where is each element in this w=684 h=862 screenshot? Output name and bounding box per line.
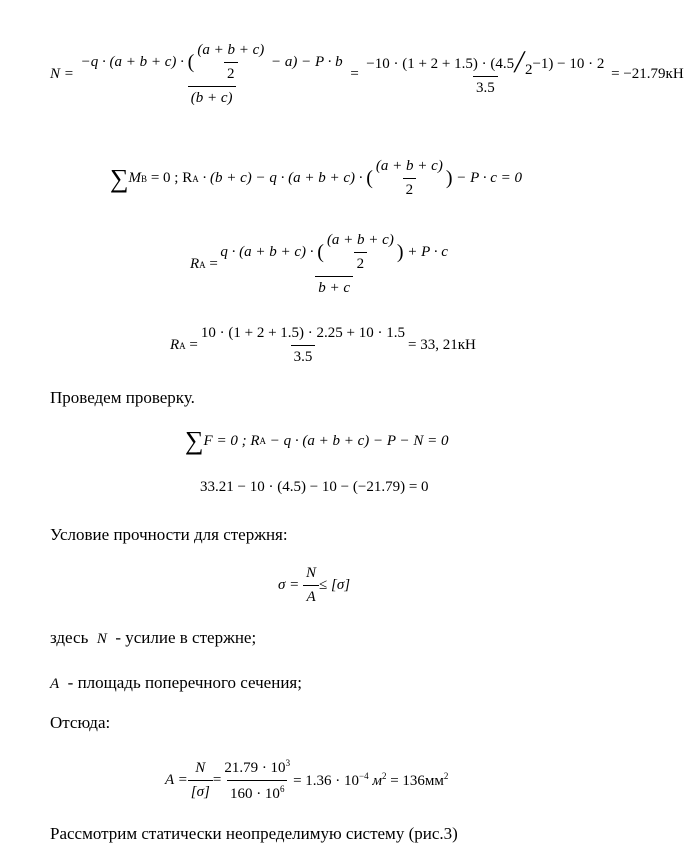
- ra-den: b + c: [315, 276, 353, 297]
- area-eq: =: [212, 772, 222, 788]
- hence-line: Отсюда:: [50, 713, 111, 732]
- moment-frac-den: 2: [403, 178, 417, 199]
- ra-inner-den: 2: [354, 252, 368, 273]
- equation-check: [185, 428, 449, 454]
- n-fraction-numeric: $\frac{-10 \cdot (1 + 2 + 1.5) \cdot (4.5╱2-1) - 10 \cdot 2}{3.5}$: [366, 52, 605, 96]
- n-inner-den: 2: [224, 62, 238, 83]
- ra-inner-num: (a + b + c): [326, 232, 394, 248]
- equation-ra-value: [170, 325, 476, 366]
- n-result: = −21.79кН: [611, 66, 684, 82]
- area-fraction-1: [188, 760, 213, 801]
- n-inner-num: (a + b + c): [197, 42, 265, 58]
- moment-frac-num: (a + b + c): [375, 158, 443, 174]
- area-line: [50, 673, 302, 693]
- rav-lhs-sub: A: [179, 340, 186, 351]
- moment-text-b: = 0 ; R: [150, 170, 193, 186]
- area-result-exp3: 2: [443, 771, 449, 781]
- ra-lhs-sub: A: [199, 259, 206, 270]
- moment-text-d: − P · c = 0: [456, 170, 523, 186]
- ra-fraction: q · (a + b + c) · ( $\frac{(a + b + c)}{2}$ ) + P · c b + c: [220, 232, 448, 296]
- sigma-den: A: [303, 585, 318, 606]
- n-eq2: =: [349, 66, 360, 82]
- equation-sigma: [278, 565, 350, 606]
- moment-sub-b: B: [141, 173, 148, 184]
- area-f2-den-exp: 6: [279, 784, 285, 794]
- area-f2-num-exp: 3: [285, 758, 291, 768]
- check-sub: A: [259, 436, 266, 446]
- ra-inner-fraction: [324, 232, 397, 273]
- n-den: (b + c): [188, 86, 236, 107]
- check-text: F = 0 ; R: [203, 432, 260, 449]
- sigma-fraction: [303, 565, 319, 606]
- area-fraction-2: [221, 758, 293, 803]
- check-heading: Проведем проверку.: [50, 388, 195, 407]
- sum-symbol: ∑: [110, 163, 129, 193]
- ra-num-b: + P · c: [407, 244, 448, 260]
- area-f2-den-base: 160 · 10: [229, 786, 280, 802]
- moment-text-c: · (b + c) − q · (a + b + c) ·: [202, 170, 363, 186]
- area-result-b: м: [372, 773, 382, 789]
- here-rest: - усилие в стержне;: [115, 628, 257, 647]
- n-fraction-symbolic: −q · (a + b + c) · ( $\frac{(a + b + c)}{2}$ − a) − P · b (b + c): [80, 42, 343, 106]
- moment-m: M: [128, 170, 142, 186]
- n-num2-a: −10 · (1 + 2 + 1.5) · (4.5: [366, 56, 515, 72]
- n-den2: 3.5: [473, 76, 498, 97]
- rav-fraction: [198, 325, 408, 366]
- n-num-part-a: −q · (a + b + c) ·: [80, 54, 184, 70]
- moment-sub-a: A: [192, 173, 199, 184]
- equation-area: [165, 758, 448, 803]
- moment-fraction: [373, 158, 446, 199]
- ra-eq: =: [209, 256, 218, 272]
- n-num2-c: −1) − 10 · 2: [532, 56, 605, 72]
- check-sum-symbol: ∑: [185, 426, 204, 455]
- rav-den: 3.5: [291, 345, 316, 366]
- sigma-lhs: σ =: [278, 577, 300, 593]
- equation-moment: ∑ M B = 0 ; R A · (b + c) − q · (a + b + c) · ( $\frac{(a + b + c)}{2}$ ) − P · c = 0: [110, 158, 523, 198]
- rav-lhs: R: [170, 337, 180, 353]
- equation-ra-formula: [190, 232, 447, 297]
- area-result-c: = 136мм: [390, 773, 444, 789]
- n-lhs: N =: [50, 66, 74, 82]
- ra-lhs: R: [190, 256, 200, 272]
- ra-num-a: q · (a + b + c) ·: [220, 244, 314, 260]
- rav-eq: =: [189, 337, 198, 353]
- area-result-a: = 1.36 · 10: [293, 773, 360, 789]
- rav-num: 10 · (1 + 2 + 1.5) · 2.25 + 10 · 1.5: [200, 325, 405, 341]
- equation-check-values: 33.21 − 10 · (4.5) − 10 − (−21.79) = 0: [200, 479, 429, 495]
- here-prefix: здесь: [50, 628, 89, 647]
- here-line: [50, 628, 256, 648]
- here-var: N: [96, 631, 107, 647]
- sigma-num: N: [306, 565, 317, 581]
- area-f1-num: N: [195, 760, 206, 776]
- area-result-exp2: 2: [381, 771, 387, 781]
- equation-n: [50, 42, 684, 107]
- sigma-rhs: ≤ [σ]: [319, 577, 351, 593]
- n-num-part-b: − a) − P · b: [270, 54, 343, 70]
- rav-result: = 33, 21кН: [408, 337, 476, 353]
- area-result-exp1: −4: [359, 771, 369, 781]
- area-lhs: A =: [165, 772, 188, 788]
- strength-heading: Условие прочности для стержня:: [50, 525, 288, 544]
- n-inner-fraction: [194, 42, 267, 83]
- area-var: A: [50, 676, 60, 692]
- check-rest: − q · (a + b + c) − P − N = 0: [269, 432, 449, 449]
- area-rest: - площадь поперечного сечения;: [67, 673, 302, 692]
- area-f1-den: [σ]: [188, 780, 213, 801]
- area-f2-num-base: 21.79 · 10: [224, 760, 286, 776]
- consider-line: Рассмотрим статически неопределимую систему (рис.3): [50, 824, 458, 843]
- n-num2-b: 2: [524, 62, 533, 78]
